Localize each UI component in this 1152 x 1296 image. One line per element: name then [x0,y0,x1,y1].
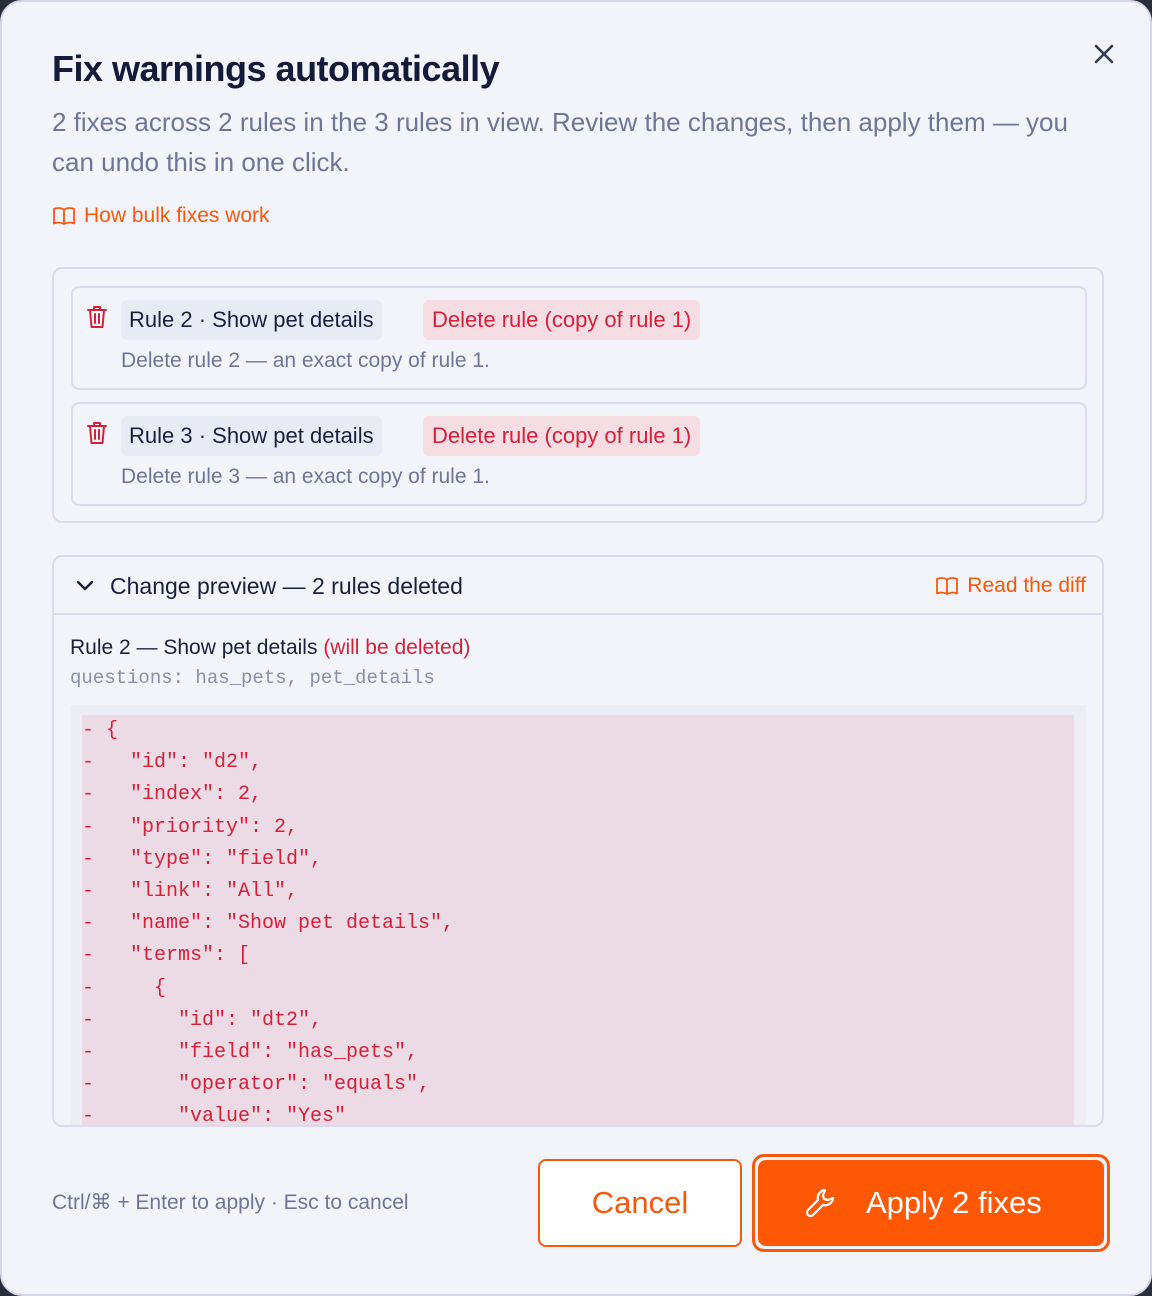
keyboard-shortcut-hint: Ctrl/⌘ + Enter to apply · Esc to cancel [52,1191,409,1214]
apply-button-label: Apply 2 fixes [866,1185,1042,1220]
dialog-title: Fix warnings automatically [52,48,500,89]
preview-rule-heading [70,633,470,663]
diff-line: - "operator": "equals", [82,1073,431,1097]
close-icon[interactable] [1088,38,1120,70]
book-icon [52,204,76,228]
fix-item [71,402,1087,506]
how-bulk-fixes-work-link[interactable] [52,204,270,228]
read-the-diff-link[interactable] [935,570,1086,602]
diff-line: - "type": "field", [82,847,323,871]
diff-line: - "priority": 2, [82,815,299,839]
diff-code-block [70,705,1086,1127]
diff-line: - "value": "Yes" [82,1105,347,1127]
trash-icon[interactable] [85,420,109,446]
rule-chip: Rule 2 · Show pet details [121,300,382,340]
action-badge: Delete rule (copy of rule 1) [423,416,700,456]
diff-line: - "index": 2, [82,783,263,807]
diff-line: - { [82,719,119,742]
fix-item [71,286,1087,390]
book-icon [935,574,959,598]
chevron-down-icon[interactable] [74,575,96,597]
diff-removed-lines [82,715,1074,1127]
fix-description: Delete rule 3 — an exact copy of rule 1. [121,465,490,488]
action-badge: Delete rule (copy of rule 1) [423,300,700,340]
change-preview-title[interactable]: Change preview — 2 rules deleted [110,573,463,599]
preview-rule-questions: questions: has_pets, pet_details [70,667,435,689]
diff-line: - "name": "Show pet details", [82,912,455,936]
trash-icon[interactable] [85,304,109,330]
fix-description: Delete rule 2 — an exact copy of rule 1. [121,349,490,372]
change-preview-panel [52,555,1104,1127]
help-link-label: How bulk fixes work [84,204,270,227]
diff-line: - "link": "All", [82,880,299,904]
apply-fixes-button[interactable] [758,1160,1104,1246]
cancel-button[interactable]: Cancel [538,1159,742,1247]
read-the-diff-label: Read the diff [967,574,1086,597]
fix-list [52,267,1104,523]
diff-line: - { [82,976,167,1000]
diff-line: - "terms": [ [82,944,251,968]
diff-line: - "id": "d2", [82,751,263,775]
diff-line: - "id": "dt2", [82,1008,323,1032]
preview-rule-status: (will be deleted) [323,636,471,659]
diff-line: - "field": "has_pets", [82,1041,419,1065]
wrench-icon [804,1186,838,1220]
preview-rule-name: Rule 2 — Show pet details [70,636,318,659]
dialog-subtitle: 2 fixes across 2 rules in the 3 rules in view. Review the changes, then apply them — you can undo this in one click. [52,107,1068,177]
change-preview-header[interactable] [54,557,1102,615]
rule-chip: Rule 3 · Show pet details [121,416,382,456]
